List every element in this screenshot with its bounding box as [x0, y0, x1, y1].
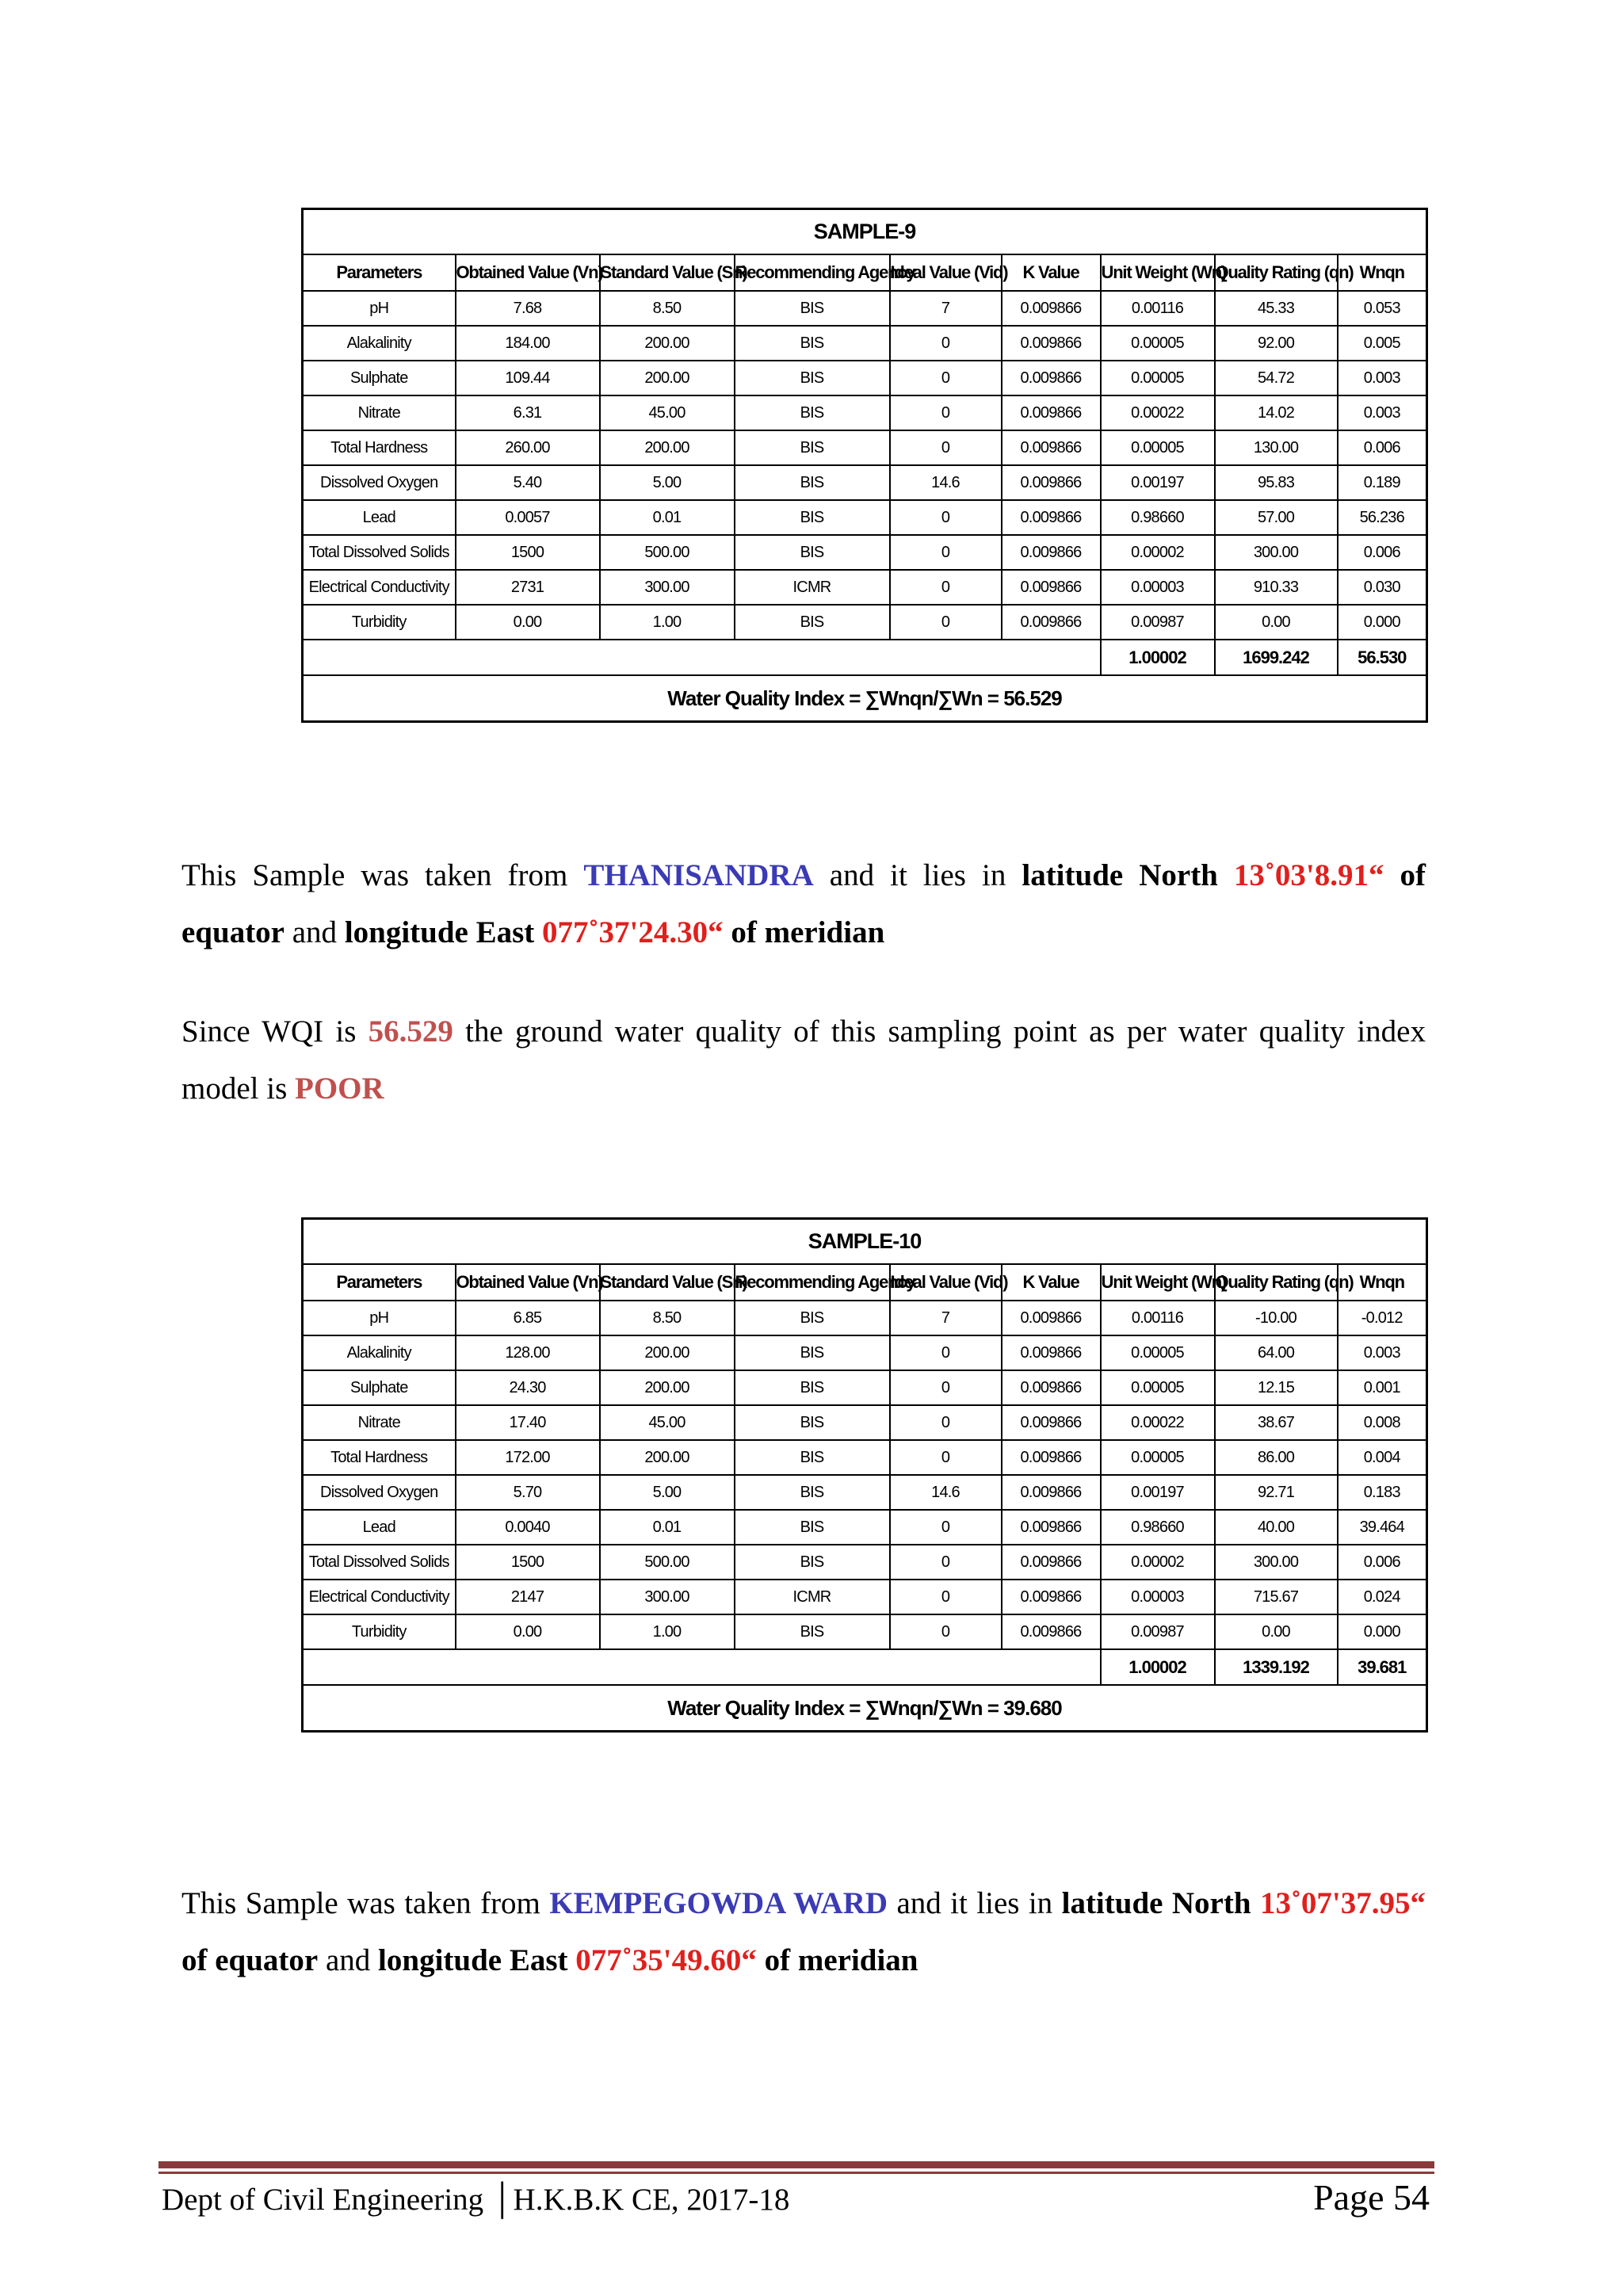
table-cell: 500.00: [600, 535, 735, 570]
text: and it lies in: [888, 1886, 1062, 1920]
table-cell: pH: [303, 291, 456, 326]
text: This Sample was taken from: [181, 1886, 550, 1920]
table-cell: 6.31: [456, 395, 600, 430]
table-cell: 0.00116: [1101, 1301, 1215, 1335]
page-number: Page 54: [1313, 2177, 1430, 2218]
column-header: Wnqn: [1338, 254, 1427, 291]
text: and: [318, 1943, 379, 1977]
table-cell: 0.189: [1338, 465, 1427, 500]
table-cell: 0.00987: [1101, 605, 1215, 640]
table-cell: 0.00003: [1101, 570, 1215, 605]
table-cell: 200.00: [600, 1335, 735, 1370]
table-row: [303, 1370, 1427, 1405]
table-cell: 0.009866: [1002, 1370, 1101, 1405]
column-header: Unit Weight (Wn): [1101, 254, 1215, 291]
latitude-value: 13˚07'37.95“: [1259, 1886, 1426, 1920]
table-cell: 0: [890, 395, 1002, 430]
total-quality-rating: 1699.242: [1215, 640, 1338, 675]
table-row: [303, 570, 1427, 605]
table-cell: 0.030: [1338, 570, 1427, 605]
table-title: SAMPLE-10: [303, 1219, 1427, 1265]
column-header: Quality Rating (qn): [1215, 254, 1338, 291]
table-cell: 14.02: [1215, 395, 1338, 430]
table-cell: 0.00197: [1101, 1475, 1215, 1510]
column-header: Ideal Value (Vid): [890, 254, 1002, 291]
table-cell: BIS: [735, 1370, 890, 1405]
table-cell: 0.006: [1338, 535, 1427, 570]
table-cell: Lead: [303, 500, 456, 535]
table-cell: 0.004: [1338, 1440, 1427, 1475]
table-cell: 0: [890, 605, 1002, 640]
table-cell: 0.00002: [1101, 1545, 1215, 1580]
table-cell: 200.00: [600, 1440, 735, 1475]
column-header: K Value: [1002, 254, 1101, 291]
table-cell: 0: [890, 1440, 1002, 1475]
sample-9-location-paragraph: [181, 847, 1426, 961]
table-row: [303, 326, 1427, 361]
column-header: Parameters: [303, 1264, 456, 1301]
table-cell: 12.15: [1215, 1370, 1338, 1405]
table-cell: 0.009866: [1002, 1614, 1101, 1649]
table-cell: 0.009866: [1002, 430, 1101, 465]
table-cell: -10.00: [1215, 1301, 1338, 1335]
wqi-formula: Water Quality Index = ∑Wnqn/∑Wn = 39.680: [303, 1685, 1427, 1732]
table-cell: pH: [303, 1301, 456, 1335]
table-cell: 0.0040: [456, 1510, 600, 1545]
wqi-formula: Water Quality Index = ∑Wnqn/∑Wn = 56.529: [303, 675, 1427, 722]
table-cell: 0.00005: [1101, 1335, 1215, 1370]
table-cell: 0.003: [1338, 395, 1427, 430]
table-cell: 2731: [456, 570, 600, 605]
table-cell: 172.00: [456, 1440, 600, 1475]
table-cell: 0.98660: [1101, 1510, 1215, 1545]
footer-department: Dept of Civil Engineering │H.K.B.K CE, 2017-18: [162, 2183, 790, 2217]
table-cell: 0.001: [1338, 1370, 1427, 1405]
column-header: Ideal Value (Vid): [890, 1264, 1002, 1301]
table-row: [303, 1405, 1427, 1440]
table-cell: 0.006: [1338, 430, 1427, 465]
table-cell: 715.67: [1215, 1580, 1338, 1614]
table-cell: Sulphate: [303, 361, 456, 395]
table-cell: BIS: [735, 1335, 890, 1370]
table-cell: 200.00: [600, 326, 735, 361]
table-cell: 0.0057: [456, 500, 600, 535]
table-cell: 0.00: [456, 605, 600, 640]
total-wnqn: 39.681: [1338, 1649, 1427, 1685]
table-cell: 1500: [456, 1545, 600, 1580]
text: and it lies in: [813, 858, 1022, 892]
table-header-row: [303, 1264, 1427, 1301]
table-cell: -0.012: [1338, 1301, 1427, 1335]
table-cell: 0: [890, 1510, 1002, 1545]
table-cell: BIS: [735, 395, 890, 430]
table-cell: Total Hardness: [303, 430, 456, 465]
table-cell: 0.009866: [1002, 605, 1101, 640]
table-cell: 64.00: [1215, 1335, 1338, 1370]
table-cell: 92.71: [1215, 1475, 1338, 1510]
table-row: [303, 1475, 1427, 1510]
table-cell: 57.00: [1215, 500, 1338, 535]
location-name: THANISANDRA: [583, 858, 814, 892]
sample-10-table: [301, 1217, 1428, 1733]
table-cell: 0.009866: [1002, 1510, 1101, 1545]
table-cell: 0: [890, 361, 1002, 395]
column-header: Unit Weight (Wn): [1101, 1264, 1215, 1301]
table-title: SAMPLE-9: [303, 209, 1427, 255]
latitude-value: 13˚03'8.91“: [1233, 858, 1384, 892]
table-cell: 0.00022: [1101, 1405, 1215, 1440]
table-cell: 0.00116: [1101, 291, 1215, 326]
table-cell: 24.30: [456, 1370, 600, 1405]
table-cell: 7: [890, 291, 1002, 326]
table-cell: 0.009866: [1002, 570, 1101, 605]
table-row: [303, 1301, 1427, 1335]
table-cell: 200.00: [600, 361, 735, 395]
location-name: KEMPEGOWDA WARD: [549, 1886, 888, 1920]
table-cell: 7.68: [456, 291, 600, 326]
table-cell: 200.00: [600, 1370, 735, 1405]
table-cell: 300.00: [1215, 535, 1338, 570]
table-cell: 45.00: [600, 395, 735, 430]
text: and: [285, 915, 345, 949]
table-cell: 1.00: [600, 605, 735, 640]
table-cell: 0.003: [1338, 361, 1427, 395]
table-cell: 0.00005: [1101, 361, 1215, 395]
column-header: Obtained Value (Vn): [456, 254, 600, 291]
table-cell: 5.00: [600, 465, 735, 500]
table-cell: 0.01: [600, 500, 735, 535]
table-cell: Turbidity: [303, 1614, 456, 1649]
sample-9-table: [301, 208, 1428, 723]
table-row: [303, 1440, 1427, 1475]
table-cell: 38.67: [1215, 1405, 1338, 1440]
column-header: K Value: [1002, 1264, 1101, 1301]
table-cell: BIS: [735, 430, 890, 465]
column-header: Standard Value (Sn): [600, 254, 735, 291]
table-row: [303, 1510, 1427, 1545]
table-cell: 0.01: [600, 1510, 735, 1545]
table-cell: 40.00: [1215, 1510, 1338, 1545]
table-cell: 6.85: [456, 1301, 600, 1335]
table-cell: 0.009866: [1002, 1440, 1101, 1475]
table-cell: 0.009866: [1002, 1580, 1101, 1614]
table-cell: 56.236: [1338, 500, 1427, 535]
table-cell: 8.50: [600, 1301, 735, 1335]
table-cell: 128.00: [456, 1335, 600, 1370]
footer-rule: [158, 2161, 1434, 2168]
wqi-value: 56.529: [368, 1014, 453, 1049]
text: of equator: [181, 858, 1426, 949]
table-cell: 0.005: [1338, 326, 1427, 361]
table-cell: BIS: [735, 1301, 890, 1335]
table-cell: 8.50: [600, 291, 735, 326]
table-cell: 0.00005: [1101, 430, 1215, 465]
table-cell: BIS: [735, 1614, 890, 1649]
table-row: [303, 605, 1427, 640]
total-quality-rating: 1339.192: [1215, 1649, 1338, 1685]
table-cell: Alakalinity: [303, 1335, 456, 1370]
table-cell: 0.00005: [1101, 1440, 1215, 1475]
table-cell: 2147: [456, 1580, 600, 1614]
table-cell: 0.006: [1338, 1545, 1427, 1580]
text: of meridian: [723, 915, 885, 949]
table-cell: Nitrate: [303, 1405, 456, 1440]
table-row: [303, 500, 1427, 535]
sample-10-location-paragraph: [181, 1875, 1426, 1989]
text: of meridian: [756, 1943, 918, 1977]
table-cell: 0.00022: [1101, 395, 1215, 430]
table-cell: 0: [890, 535, 1002, 570]
column-header: Parameters: [303, 254, 456, 291]
table-cell: Nitrate: [303, 395, 456, 430]
table-cell: 0.009866: [1002, 361, 1101, 395]
table-cell: 200.00: [600, 430, 735, 465]
table-cell: BIS: [735, 1405, 890, 1440]
table-cell: 109.44: [456, 361, 600, 395]
table-cell: 0: [890, 570, 1002, 605]
column-header: Standard Value (Sn): [600, 1264, 735, 1301]
table-cell: 0.00987: [1101, 1614, 1215, 1649]
table-cell: 0.183: [1338, 1475, 1427, 1510]
total-unit-weight: 1.00002: [1101, 640, 1215, 675]
table-cell: 92.00: [1215, 326, 1338, 361]
table-cell: 1500: [456, 535, 600, 570]
table-cell: 0: [890, 1614, 1002, 1649]
table-cell: Alakalinity: [303, 326, 456, 361]
table-cell: Turbidity: [303, 605, 456, 640]
table-cell: 130.00: [1215, 430, 1338, 465]
column-header: Recommending Agency: [735, 1264, 890, 1301]
table-cell: Lead: [303, 1510, 456, 1545]
table-row: [303, 395, 1427, 430]
table-cell: BIS: [735, 605, 890, 640]
footer-rule-thin: [158, 2172, 1434, 2174]
table-cell: BIS: [735, 465, 890, 500]
table-cell: Dissolved Oxygen: [303, 1475, 456, 1510]
sample-9-wqi-paragraph: [181, 1003, 1426, 1117]
table-cell: 0.00: [1215, 1614, 1338, 1649]
table-cell: 0.00: [1215, 605, 1338, 640]
water-quality-rating: POOR: [295, 1072, 384, 1106]
table-cell: Electrical Conductivity: [303, 1580, 456, 1614]
table-cell: 500.00: [600, 1545, 735, 1580]
table-cell: 0: [890, 430, 1002, 465]
table-cell: 300.00: [600, 570, 735, 605]
table-cell: 0.053: [1338, 291, 1427, 326]
table-cell: 0.009866: [1002, 1335, 1101, 1370]
column-header: Wnqn: [1338, 1264, 1427, 1301]
table-cell: 0.98660: [1101, 500, 1215, 535]
table-cell: 0.009866: [1002, 291, 1101, 326]
table-cell: 0.000: [1338, 605, 1427, 640]
table-cell: BIS: [735, 1475, 890, 1510]
table-row: [303, 465, 1427, 500]
table-header-row: [303, 254, 1427, 291]
table-row: [303, 535, 1427, 570]
table-cell: 0.00003: [1101, 1580, 1215, 1614]
table-cell: 0.009866: [1002, 535, 1101, 570]
table-cell: 0: [890, 1370, 1002, 1405]
table-cell: Electrical Conductivity: [303, 570, 456, 605]
table-cell: 300.00: [600, 1580, 735, 1614]
table-cell: 45.33: [1215, 291, 1338, 326]
text: This Sample was taken from: [181, 858, 584, 892]
table-cell: 184.00: [456, 326, 600, 361]
table-cell: 0.008: [1338, 1405, 1427, 1440]
totals-blank: [303, 1649, 1101, 1685]
table-cell: 0.009866: [1002, 326, 1101, 361]
table-cell: 54.72: [1215, 361, 1338, 395]
table-cell: 5.40: [456, 465, 600, 500]
table-cell: 0.009866: [1002, 395, 1101, 430]
table-cell: 0: [890, 1405, 1002, 1440]
totals-blank: [303, 640, 1101, 675]
table-cell: 0: [890, 326, 1002, 361]
table-cell: BIS: [735, 535, 890, 570]
table-cell: 0.009866: [1002, 1301, 1101, 1335]
table-cell: 0.00005: [1101, 326, 1215, 361]
table-cell: 0.009866: [1002, 465, 1101, 500]
table-row: [303, 291, 1427, 326]
table-row: [303, 1580, 1427, 1614]
table-row: [303, 1614, 1427, 1649]
total-unit-weight: 1.00002: [1101, 1649, 1215, 1685]
table-row: [303, 361, 1427, 395]
column-header: Quality Rating (qn): [1215, 1264, 1338, 1301]
table-cell: BIS: [735, 361, 890, 395]
table-cell: ICMR: [735, 570, 890, 605]
table-cell: 0.009866: [1002, 1405, 1101, 1440]
table-cell: Sulphate: [303, 1370, 456, 1405]
latitude-label: latitude North: [1061, 1886, 1251, 1920]
table-cell: ICMR: [735, 1580, 890, 1614]
table-cell: 0.009866: [1002, 1545, 1101, 1580]
table-cell: 1.00: [600, 1614, 735, 1649]
table-cell: 0.024: [1338, 1580, 1427, 1614]
table-cell: BIS: [735, 291, 890, 326]
table-cell: 0: [890, 1335, 1002, 1370]
total-wnqn: 56.530: [1338, 640, 1427, 675]
totals-row: [303, 1649, 1427, 1685]
table-cell: 0: [890, 500, 1002, 535]
text: the ground water quality of this sampling point as per water quality index model is: [181, 1014, 1426, 1106]
longitude-label: longitude East: [344, 915, 535, 949]
table-cell: 14.6: [890, 465, 1002, 500]
table-cell: BIS: [735, 326, 890, 361]
table-cell: 17.40: [456, 1405, 600, 1440]
table-cell: 260.00: [456, 430, 600, 465]
totals-row: [303, 640, 1427, 675]
table-cell: 7: [890, 1301, 1002, 1335]
table-cell: 86.00: [1215, 1440, 1338, 1475]
table-cell: 0.00002: [1101, 535, 1215, 570]
table-cell: BIS: [735, 1510, 890, 1545]
table-cell: 0.003: [1338, 1335, 1427, 1370]
table-cell: 0.00: [456, 1614, 600, 1649]
table-cell: 0.009866: [1002, 500, 1101, 535]
table-cell: BIS: [735, 500, 890, 535]
table-cell: 5.70: [456, 1475, 600, 1510]
table-cell: BIS: [735, 1440, 890, 1475]
longitude-value: 077˚35'49.60“: [575, 1943, 757, 1977]
table-cell: 39.464: [1338, 1510, 1427, 1545]
table-cell: 5.00: [600, 1475, 735, 1510]
table-row: [303, 1335, 1427, 1370]
table-cell: Dissolved Oxygen: [303, 465, 456, 500]
table-cell: Total Hardness: [303, 1440, 456, 1475]
table-cell: Total Dissolved Solids: [303, 535, 456, 570]
table-row: [303, 1545, 1427, 1580]
table-row: [303, 430, 1427, 465]
table-cell: 0.009866: [1002, 1475, 1101, 1510]
table-cell: 0.000: [1338, 1614, 1427, 1649]
table-cell: 0: [890, 1545, 1002, 1580]
table-cell: 910.33: [1215, 570, 1338, 605]
table-cell: 0: [890, 1580, 1002, 1614]
column-header: Obtained Value (Vn): [456, 1264, 600, 1301]
table-cell: 300.00: [1215, 1545, 1338, 1580]
table-cell: 0.00197: [1101, 465, 1215, 500]
longitude-label: longitude East: [378, 1943, 568, 1977]
longitude-value: 077˚37'24.30“: [542, 915, 724, 949]
table-cell: 14.6: [890, 1475, 1002, 1510]
latitude-label: latitude North: [1022, 858, 1218, 892]
table-cell: Total Dissolved Solids: [303, 1545, 456, 1580]
table-cell: 0.00005: [1101, 1370, 1215, 1405]
column-header: Recommending Agency: [735, 254, 890, 291]
table-cell: 45.00: [600, 1405, 735, 1440]
table-cell: BIS: [735, 1545, 890, 1580]
text: of equator: [181, 1943, 319, 1977]
table-cell: 95.83: [1215, 465, 1338, 500]
text: Since WQI is: [181, 1014, 369, 1049]
